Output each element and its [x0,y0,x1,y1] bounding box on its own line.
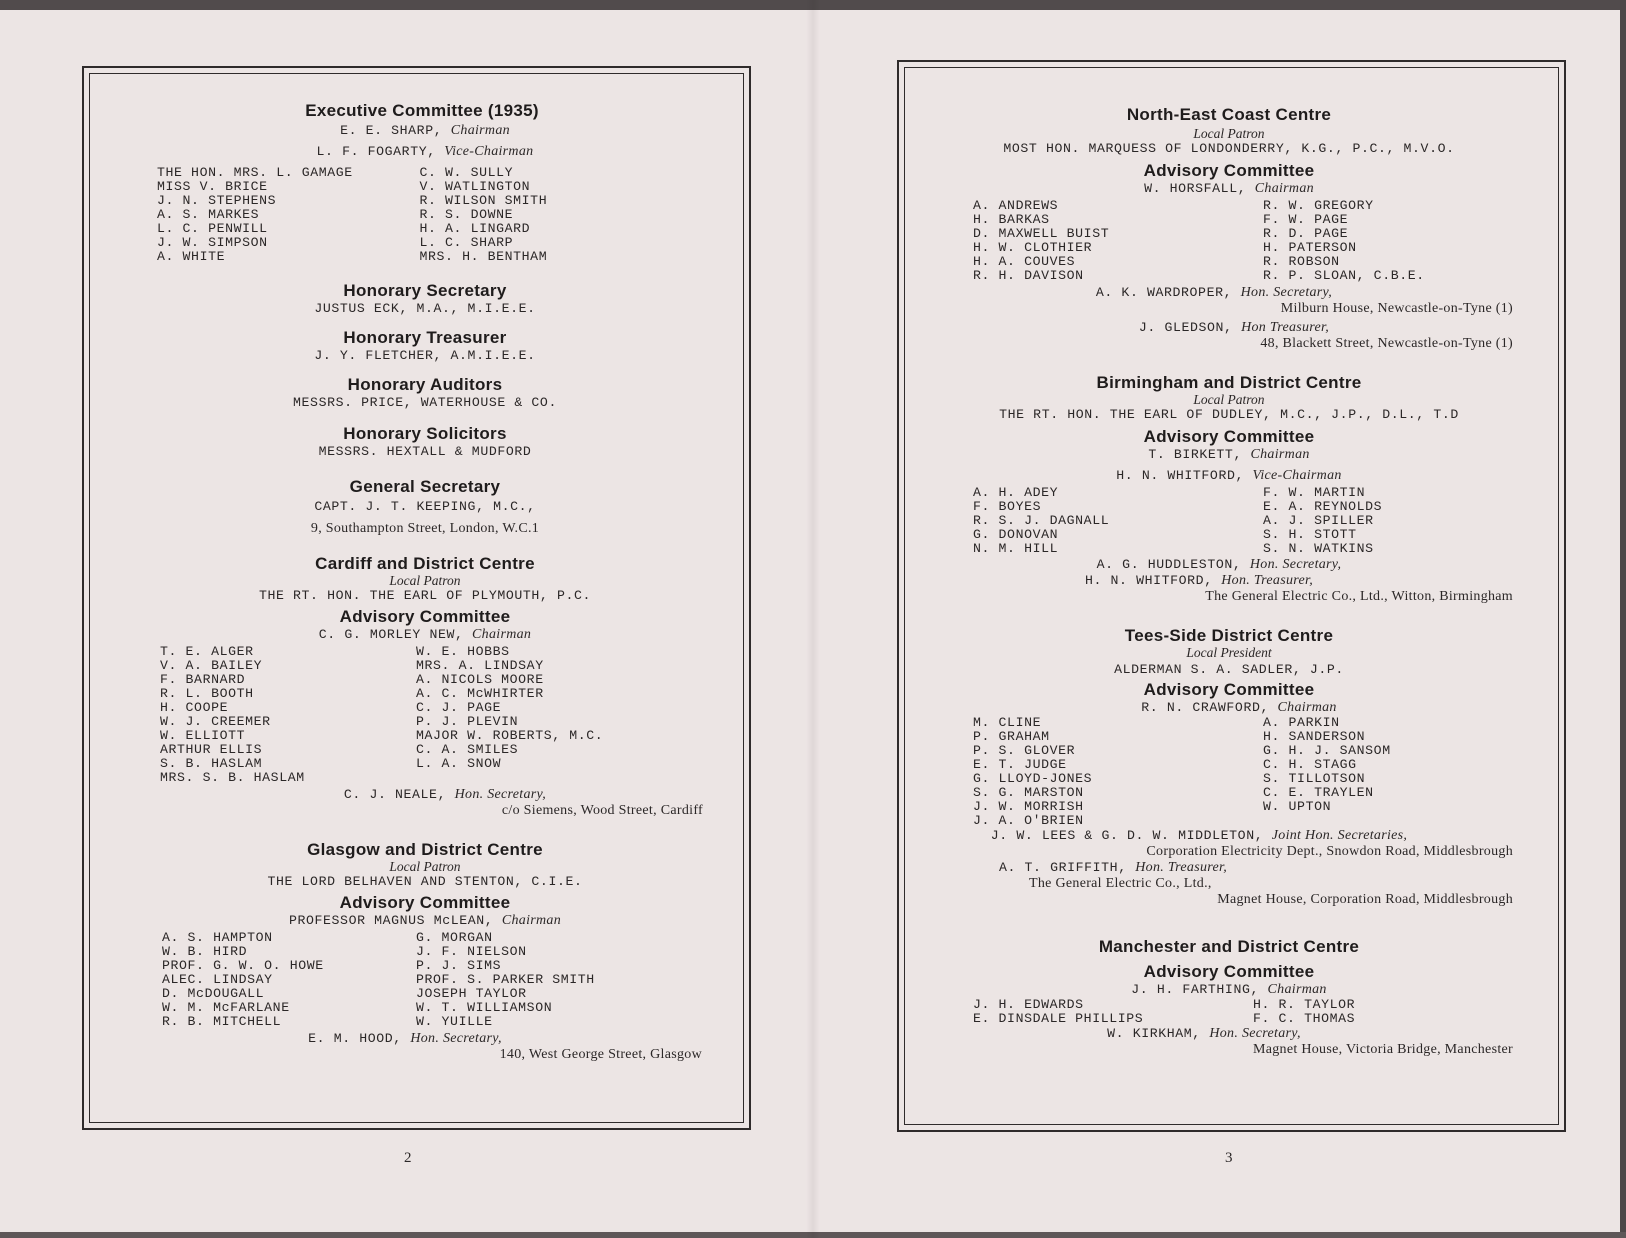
member-name: R. S. DOWNE [419,207,514,222]
member-name: L. A. SNOW [416,756,502,771]
northeast-patron: MOST HON. MARQUESS OF LONDONDERRY, K.G., P.C., M.V.O. [1003,141,1455,156]
member-name: A. ANDREWS [973,198,1059,213]
teesside-treasurer-address1: The General Electric Co., Ltd., [1029,876,1212,891]
member-name: H. BARKAS [973,212,1050,227]
member-name: E. DINSDALE PHILLIPS [973,1011,1144,1026]
northeast-secretary: A. K. WARDROPER, Hon. Secretary, [1095,285,1333,300]
cardiff-chairman: C. G. MORLEY NEW, Chairman [318,627,532,642]
member-name: E. A. REYNOLDS [1263,499,1383,514]
cardiff-members-col2 [416,645,700,785]
honorary-solicitors-name: MESSRS. HEXTALL & MUDFORD [318,444,532,459]
teesside-president: ALDERMAN S. A. SADLER, J.P. [1114,662,1344,677]
teesside-chairman: R. N. CRAWFORD, Chairman [1141,700,1337,715]
member-name: S. B. HASLAM [160,756,263,771]
right-page [945,104,1513,1058]
member-name: G. LLOYD-JONES [973,771,1093,786]
birmingham-members-col2 [1263,486,1513,556]
member-name: R. W. GREGORY [1263,198,1374,213]
member-name: V. A. BAILEY [160,658,263,673]
member-name: G. DONOVAN [973,527,1059,542]
member-name: G. H. J. SANSOM [1263,743,1391,758]
member-name: R. P. SLOAN, C.B.E. [1263,268,1425,283]
member-name: J. A. O'BRIEN [973,813,1084,828]
northeast-centre-heading: North-East Coast Centre [1126,105,1332,124]
honorary-secretary-heading: Honorary Secretary [343,281,507,300]
glasgow-members [162,931,700,1029]
member-name: S. N. WATKINS [1263,541,1374,556]
left-page [150,100,703,1063]
northeast-members-col2 [1263,199,1513,283]
teesside-centre-heading: Tees-Side District Centre [1124,626,1334,645]
member-name: H. R. TAYLOR [1253,997,1356,1012]
birmingham-secretary: A. G. HUDDLESTON, Hon. Secretary, [1096,557,1342,572]
executive-vice-chairman: L. F. FOGARTY, Vice-Chairman [316,144,534,159]
member-name: W. T. WILLIAMSON [416,1000,553,1015]
member-name: THE HON. MRS. L. GAMAGE [157,165,353,180]
scan-edge-right [1620,0,1626,1238]
teesside-treasurer-address2: Magnet House, Corporation Road, Middlesbrough [1217,892,1513,907]
northeast-treasurer: J. GLEDSON, Hon Treasurer, [1138,320,1330,335]
member-name: A. PARKIN [1263,715,1340,730]
general-secretary-name: CAPT. J. T. KEEPING, M.C., [314,499,536,514]
glasgow-secretary-address: 140, West George Street, Glasgow [499,1047,702,1062]
birmingham-members-col1 [973,486,1223,556]
member-name: C. W. SULLY [419,165,514,180]
member-name: C. J. PAGE [416,700,502,715]
executive-members [157,166,700,264]
northeast-secretary-address: Milburn House, Newcastle-on-Tyne (1) [1280,301,1513,316]
member-name: A. C. McWHIRTER [416,686,544,701]
member-name: S. H. STOTT [1263,527,1357,542]
manchester-members-col2 [1253,998,1513,1026]
manchester-centre-heading: Manchester and District Centre [1098,937,1360,956]
teesside-members-col2 [1263,716,1513,828]
member-name: W. YUILLE [416,1014,493,1029]
member-name: MRS. H. BENTHAM [419,249,548,264]
member-name: W. UPTON [1263,799,1332,814]
northeast-patron-label: Local Patron [1193,126,1265,141]
teesside-advisory-heading: Advisory Committee [1143,680,1315,699]
teesside-treasurer: A. T. GRIFFITH, Hon. Treasurer, [999,860,1227,875]
northeast-members [973,199,1513,283]
honorary-treasurer-heading: Honorary Treasurer [343,328,507,347]
member-name: W. E. HOBBS [416,644,510,659]
honorary-secretary-name: JUSTUS ECK, M.A., M.I.E.E. [314,301,536,316]
glasgow-members-col1 [162,931,446,1029]
member-name: V. WATLINGTON [419,179,531,194]
member-name: R. WILSON SMITH [419,193,548,208]
member-name: W. ELLIOTT [160,728,246,743]
glasgow-members-col2 [416,931,700,1029]
member-name: ALEC. LINDSAY [162,972,273,987]
birmingham-treasurer: H. N. WHITFORD, Hon. Treasurer, [1085,573,1313,588]
member-name: A. NICOLS MOORE [416,672,544,687]
manchester-members [973,998,1513,1026]
member-name: L. C. PENWILL [157,221,268,236]
member-name: JOSEPH TAYLOR [416,986,527,1001]
glasgow-patron: THE LORD BELHAVEN AND STENTON, C.I.E. [267,874,583,889]
member-name: P. S. GLOVER [973,743,1076,758]
northeast-advisory-heading: Advisory Committee [1143,161,1315,180]
manchester-chairman: J. H. FARTHING, Chairman [1131,982,1327,997]
birmingham-advisory-heading: Advisory Committee [1143,427,1315,446]
glasgow-patron-label: Local Patron [389,859,461,874]
executive-members-col2 [420,166,701,264]
member-name: A. H. ADEY [973,485,1059,500]
member-name: PROF. S. PARKER SMITH [416,972,595,987]
member-name: F. C. THOMAS [1253,1011,1356,1026]
member-name: H. A. LINGARD [419,221,531,236]
member-name: D. MAXWELL BUIST [973,226,1110,241]
birmingham-address: The General Electric Co., Ltd., Witton, Birmingham [1205,589,1513,604]
member-name: H. PATERSON [1263,240,1357,255]
member-name: W. M. McFARLANE [162,1000,290,1015]
cardiff-members-col1 [160,645,444,785]
member-name: H. W. CLOTHIER [973,240,1093,255]
honorary-auditors-heading: Honorary Auditors [347,375,503,394]
member-name: M. CLINE [973,715,1042,730]
manchester-secretary: W. KIRKHAM, Hon. Secretary, [1107,1026,1301,1041]
teesside-members [973,716,1513,828]
member-name: F. W. PAGE [1263,212,1349,227]
member-name: C. H. STAGG [1263,757,1357,772]
member-name: W. B. HIRD [162,944,248,959]
member-name: S. G. MARSTON [973,785,1084,800]
cardiff-advisory-heading: Advisory Committee [339,607,511,626]
member-name: F. BOYES [973,499,1042,514]
member-name: H. SANDERSON [1263,729,1366,744]
executive-members-col1 [157,166,438,264]
member-name: MRS. S. B. HASLAM [160,770,305,785]
member-name: J. W. MORRISH [973,799,1084,814]
member-name: MISS V. BRICE [157,179,268,194]
member-name: PROF. G. W. O. HOWE [162,958,324,973]
honorary-solicitors-heading: Honorary Solicitors [343,424,507,443]
teesside-president-label: Local President [1186,645,1272,660]
member-name: D. McDOUGALL [162,986,265,1001]
manchester-members-col1 [973,998,1233,1026]
honorary-auditors-name: MESSRS. PRICE, WATERHOUSE & CO. [293,395,557,410]
birmingham-patron: THE RT. HON. THE EARL OF DUDLEY, M.C., J.P., D.L., T.D [999,407,1459,422]
member-name: A. S. HAMPTON [162,930,273,945]
page-number-right: 3 [1225,1150,1233,1166]
cardiff-patron: THE RT. HON. THE EARL OF PLYMOUTH, P.C. [258,588,592,603]
member-name: F. W. MARTIN [1263,485,1366,500]
northeast-treasurer-address: 48, Blackett Street, Newcastle-on-Tyne (1) [1260,336,1513,351]
glasgow-chairman: PROFESSOR MAGNUS McLEAN, Chairman [288,913,562,928]
birmingham-centre-heading: Birmingham and District Centre [1096,373,1362,392]
member-name: R. B. MITCHELL [162,1014,282,1029]
cardiff-patron-label: Local Patron [389,573,461,588]
member-name: A. WHITE [157,249,226,264]
member-name: H. COOPE [160,700,229,715]
glasgow-advisory-heading: Advisory Committee [339,893,511,912]
member-name: T. E. ALGER [160,644,254,659]
member-name: L. C. SHARP [419,235,514,250]
manchester-secretary-address: Magnet House, Victoria Bridge, Manchester [1252,1042,1513,1057]
cardiff-centre-heading: Cardiff and District Centre [315,554,535,573]
birmingham-members [973,486,1513,556]
general-secretary-heading: General Secretary [349,477,501,496]
birmingham-patron-label: Local Patron [1193,392,1265,407]
page-fold [806,0,820,1238]
member-name: R. D. PAGE [1263,226,1349,241]
page-number-left: 2 [404,1150,412,1166]
member-name: R. S. J. DAGNALL [973,513,1110,528]
member-name: R. L. BOOTH [160,686,254,701]
member-name: R. ROBSON [1263,254,1340,269]
member-name: N. M. HILL [973,541,1059,556]
member-name: P. J. PLEVIN [416,714,519,729]
member-name: MRS. A. LINDSAY [416,658,544,673]
member-name: J. W. SIMPSON [157,235,268,250]
member-name: J. N. STEPHENS [157,193,277,208]
member-name: P. GRAHAM [973,729,1050,744]
manchester-advisory-heading: Advisory Committee [1143,962,1315,981]
executive-committee-heading: Executive Committee (1935) [305,101,539,120]
glasgow-centre-heading: Glasgow and District Centre [307,840,543,859]
member-name: A. S. MARKES [157,207,260,222]
member-name: MAJOR W. ROBERTS, M.C. [416,728,604,743]
general-secretary-address: 9, Southampton Street, London, W.C.1 [310,521,540,536]
member-name: S. TILLOTSON [1263,771,1366,786]
member-name: P. J. SIMS [416,958,502,973]
honorary-treasurer-name: J. Y. FLETCHER, A.M.I.E.E. [314,348,536,363]
member-name: C. E. TRAYLEN [1263,785,1374,800]
member-name: F. BARNARD [160,672,246,687]
northeast-members-col1 [973,199,1223,283]
glasgow-secretary: E. M. HOOD, Hon. Secretary, [308,1031,502,1046]
cardiff-members [160,645,700,785]
member-name: J. H. EDWARDS [973,997,1084,1012]
teesside-members-col1 [973,716,1223,828]
member-name: G. MORGAN [416,930,493,945]
birmingham-chairman: T. BIRKETT, Chairman [1148,447,1310,462]
member-name: H. A. COUVES [973,254,1076,269]
northeast-chairman: W. HORSFALL, Chairman [1144,181,1314,196]
member-name: R. H. DAVISON [973,268,1084,283]
cardiff-secretary-address: c/o Siemens, Wood Street, Cardiff [501,803,703,818]
member-name: C. A. SMILES [416,742,519,757]
member-name: ARTHUR ELLIS [160,742,263,757]
member-name: J. F. NIELSON [416,944,527,959]
member-name: E. T. JUDGE [973,757,1067,772]
member-name: A. J. SPILLER [1263,513,1374,528]
teesside-secretaries: J. W. LEES & G. D. W. MIDDLETON, Joint Hon. Secretaries, [990,828,1408,843]
birmingham-vice-chairman: H. N. WHITFORD, Vice-Chairman [1116,468,1342,483]
executive-chairman: E. E. SHARP, Chairman [340,123,510,138]
cardiff-secretary: C. J. NEALE, Hon. Secretary, [343,787,547,802]
member-name: W. J. CREEMER [160,714,271,729]
teesside-secretaries-address: Corporation Electricity Dept., Snowdon Road, Middlesbrough [1146,844,1513,859]
